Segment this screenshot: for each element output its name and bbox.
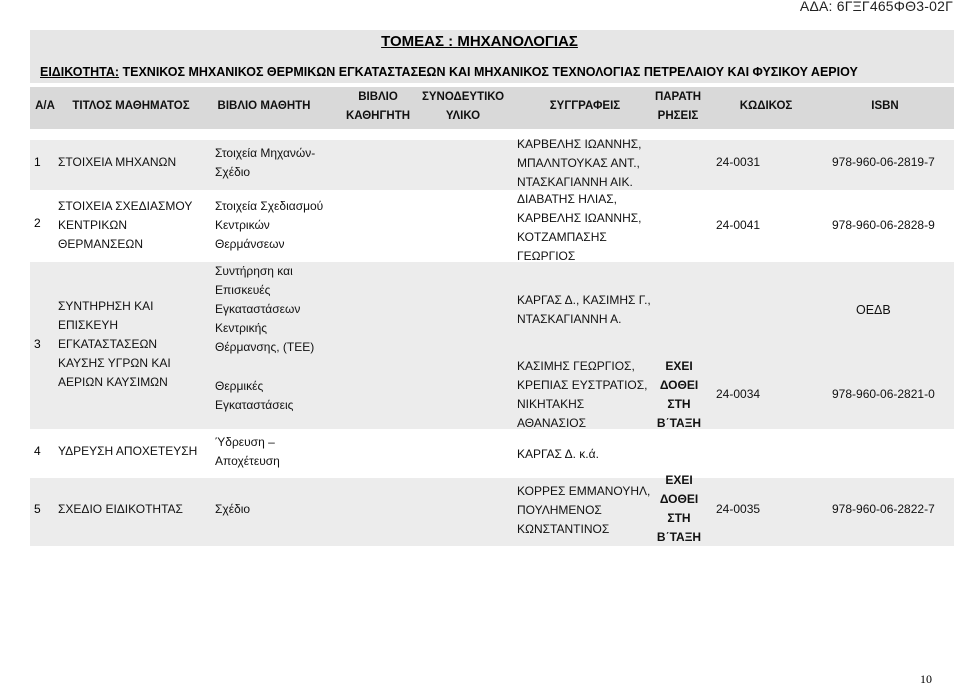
ada-code: ΑΔΑ: 6ΓΞΓ465ΦΘ3-02Γ xyxy=(799,0,953,14)
row5-authors xyxy=(517,482,650,539)
row5-author-line1: ΚΟΡΡΕΣ ΕΜΜΑΝΟΥΗΛ, xyxy=(517,484,651,498)
row1-author-line3: ΝΤΑΣΚΑΓΙΑΝΝΗ ΑΙΚ. xyxy=(517,175,633,189)
col-student-book: ΒΙΒΛΙΟ ΜΑΘΗΤΗ xyxy=(217,100,311,112)
row1-author-line1: ΚΑΡΒΕΛΗΣ ΙΩΑΝΝΗΣ, xyxy=(517,137,642,151)
row1-book-line1: Στοιχεία Μηχανών- xyxy=(215,146,316,160)
row5-remark-line2: ΔΟΘΕΙ xyxy=(659,492,699,506)
row3-number: 3 xyxy=(34,337,41,351)
specialty-label: ΕΙΔΙΚΟΤΗΤΑ: xyxy=(40,65,120,79)
row3-booka-line4: Κεντρικής xyxy=(215,321,268,335)
row2-authors xyxy=(517,190,642,266)
row3-booka-line3: Εγκαταστάσεων xyxy=(215,302,301,316)
row2-book-line1: Στοιχεία Σχεδιασμού xyxy=(215,199,324,213)
specialty-line xyxy=(40,65,858,79)
row5-title: ΣΧΕΔΙΟ ΕΙΔΙΚΟΤΗΤΑΣ xyxy=(58,502,183,516)
row3-remarks xyxy=(648,357,710,433)
row3-title-line1: ΣΥΝΤΗΡΗΣΗ ΚΑΙ xyxy=(58,299,154,313)
row2-author-line1: ΔΙΑΒΑΤΗΣ ΗΛΙΑΣ, xyxy=(517,192,617,206)
row5-remark-line3: ΣΤΗ xyxy=(667,511,691,525)
row3-bookb-line1: Θερμικές xyxy=(215,379,264,393)
row5-remark-line4: Β΄ΤΑΞΗ xyxy=(656,530,702,544)
row1-number: 1 xyxy=(34,155,41,169)
row4-book-line1: Ύδρευση – xyxy=(215,435,275,449)
col-title: ΤΙΤΛΟΣ ΜΑΘΗΜΑΤΟΣ xyxy=(72,100,190,112)
col-remarks xyxy=(648,88,708,126)
row3-remark-line3: ΣΤΗ xyxy=(667,397,691,411)
row3-authorb-line1: ΚΑΣΙΜΗΣ ΓΕΩΡΓΙΟΣ, xyxy=(517,359,635,373)
row3-booka-line1: Συντήρηση και xyxy=(215,264,293,278)
row3-isbn-b: 978-960-06-2821-0 xyxy=(832,387,935,401)
row3-title-line4: ΚΑΥΣΗΣ ΥΓΡΩΝ ΚΑΙ xyxy=(58,356,171,370)
row5-remarks xyxy=(648,471,710,547)
row3-remark-line1: ΕΧΕΙ xyxy=(665,359,693,373)
row3-authors-a xyxy=(517,291,651,329)
row1-authors xyxy=(517,135,642,192)
specialty-text: ΤΕΧΝΙΚΟΣ ΜΗΧΑΝΙΚΟΣ ΘΕΡΜΙΚΩΝ ΕΓΚΑΤΑΣΤΑΣΕΩΝ ΚΑΙ ΜΗΧΑΝΙΚΟΣ ΤΕΧΝΟΛΟΓΙΑΣ ΠΕΤΡΕΛΑΙΟΥ ΚΑΙ ΦΥΣΙΚΟΥ ΑΕΡΙΟΥ xyxy=(122,65,858,79)
row2-isbn: 978-960-06-2828-9 xyxy=(832,218,935,232)
row5-isbn: 978-960-06-2822-7 xyxy=(832,502,935,516)
row3-authorb-line2: ΚΡΕΠΙΑΣ ΕΥΣΤΡΑΤΙΟΣ, xyxy=(517,378,648,392)
row2-title-line1: ΣΤΟΙΧΕΙΑ ΣΧΕΔΙΑΣΜΟΥ xyxy=(58,199,193,213)
sector-title: ΤΟΜΕΑΣ : ΜΗΧΑΝΟΛΟΓΙΑΣ xyxy=(381,33,578,50)
row1-isbn: 978-960-06-2819-7 xyxy=(832,155,935,169)
row3-title xyxy=(58,297,171,392)
row2-number: 2 xyxy=(34,216,41,230)
row3-authorb-line3: ΝΙΚΗΤΑΚΗΣ xyxy=(517,397,585,411)
row3-remark-line4: Β΄ΤΑΞΗ xyxy=(656,416,702,430)
row3-booka-line5: Θέρμανσης, (ΤΕΕ) xyxy=(215,340,315,354)
row1-student-book xyxy=(215,144,315,182)
row4-student-book xyxy=(215,433,280,471)
row5-student-book: Σχέδιο xyxy=(215,502,251,516)
row3-booka-line2: Επισκευές xyxy=(215,283,271,297)
col-authors: ΣΥΓΓΡΑΦΕΙΣ xyxy=(549,100,621,112)
row2-author-line4: ΓΕΩΡΓΙΟΣ xyxy=(517,249,576,263)
page-number: 10 xyxy=(920,672,932,686)
row2-code: 24-0041 xyxy=(716,218,761,232)
row3-code-b: 24-0034 xyxy=(716,387,761,401)
row2-book-line3: Θερμάνσεων xyxy=(215,237,285,251)
col-aux xyxy=(420,88,506,126)
row5-author-line3: ΚΩΝΣΤΑΝΤΙΝΟΣ xyxy=(517,522,610,536)
row5-author-line2: ΠΟΥΛΗΜΕΝΟΣ xyxy=(517,503,602,517)
row5-remark-line1: ΕΧΕΙ xyxy=(665,473,693,487)
row2-title-line2: ΚΕΝΤΡΙΚΩΝ xyxy=(58,218,127,232)
row5-code: 24-0035 xyxy=(716,502,761,516)
col-remarks-line2: ΡΗΣΕΙΣ xyxy=(657,110,699,122)
row4-title: ΥΔΡΕΥΣΗ ΑΠΟΧΕΤΕΥΣΗ xyxy=(58,444,198,458)
row3-title-line3: ΕΓΚΑΤΑΣΤΑΣΕΩΝ xyxy=(58,337,158,351)
row2-author-line2: ΚΑΡΒΕΛΗΣ ΙΩΑΝΝΗΣ, xyxy=(517,211,642,225)
row1-code: 24-0031 xyxy=(716,155,761,169)
row3-authors-b xyxy=(517,357,648,433)
row4-book-line2: Αποχέτευση xyxy=(215,454,280,468)
row3-remark-line2: ΔΟΘΕΙ xyxy=(659,378,699,392)
col-aa: Α/Α xyxy=(35,100,55,112)
row1-author-line2: ΜΠΑΛΝΤΟΥΚΑΣ ΑΝΤ., xyxy=(517,156,640,170)
col-remarks-line1: ΠΑΡΑΤΗ xyxy=(654,91,702,103)
row2-student-book xyxy=(215,197,323,254)
col-aux-line2: ΥΛΙΚΟ xyxy=(445,110,481,122)
row1-title: ΣΤΟΙΧΕΙΑ ΜΗΧΑΝΩΝ xyxy=(58,155,177,169)
row3-title-line2: ΕΠΙΣΚΕΥΗ xyxy=(58,318,119,332)
row4-number: 4 xyxy=(34,444,41,458)
row5-number: 5 xyxy=(34,502,41,516)
col-code: ΚΩΔΙΚΟΣ xyxy=(739,100,793,112)
col-teacher-book-line2: ΚΑΘΗΓΗΤΗ xyxy=(345,110,411,122)
row2-author-line3: ΚΟΤΖΑΜΠΑΣΗΣ xyxy=(517,230,607,244)
row3-student-book-a xyxy=(215,262,314,357)
col-teacher-book-line1: ΒΙΒΛΙΟ xyxy=(358,91,398,103)
row1-book-line2: Σχέδιο xyxy=(215,165,251,179)
row2-title-line3: ΘΕΡΜΑΝΣΕΩΝ xyxy=(58,237,144,251)
row3-authora-line1: ΚΑΡΓΑΣ Δ., ΚΑΣΙΜΗΣ Γ., xyxy=(517,293,651,307)
row4-authors: ΚΑΡΓΑΣ Δ. κ.ά. xyxy=(517,447,599,461)
col-aux-line1: ΣΥΝΟΔΕΥΤΙΚΟ xyxy=(421,91,505,103)
row2-book-line2: Κεντρικών xyxy=(215,218,270,232)
col-teacher-book xyxy=(338,88,418,126)
row3-authora-line2: ΝΤΑΣΚΑΓΙΑΝΝΗ Α. xyxy=(517,312,622,326)
row2-title xyxy=(58,197,192,254)
col-isbn: ISBN xyxy=(871,100,899,112)
row3-authorb-line4: ΑΘΑΝΑΣΙΟΣ xyxy=(517,416,587,430)
row3-title-line5: ΑΕΡΙΩΝ ΚΑΥΣΙΜΩΝ xyxy=(58,375,168,389)
row3-code-a: ΟΕΔΒ xyxy=(856,303,891,317)
row3-student-book-b xyxy=(215,377,293,415)
row3-bookb-line2: Εγκαταστάσεις xyxy=(215,398,294,412)
